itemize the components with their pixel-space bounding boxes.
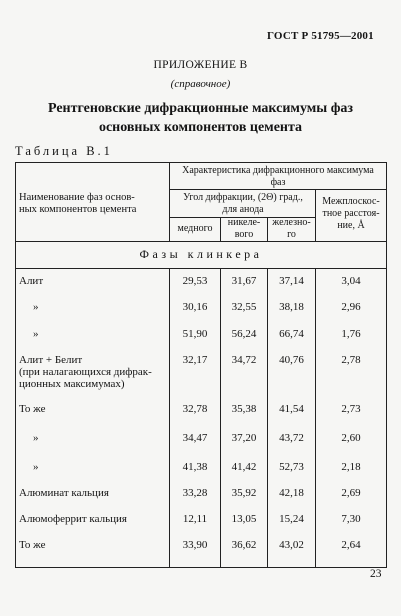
cell-phase-name: Алюминат кальция: [19, 487, 109, 499]
page-number: 23: [370, 568, 382, 580]
cell-nickel: 37,20: [231, 432, 257, 444]
cell-phase-name: »: [33, 328, 39, 340]
table-row: [15, 272, 387, 298]
cell-iron: 15,24: [279, 513, 304, 525]
cell-interplanar: 2,64: [341, 539, 361, 551]
cell-copper: 29,53: [182, 275, 208, 287]
cell-phase-name: То же: [19, 539, 46, 551]
cell-iron: 66,74: [279, 328, 304, 340]
cell-nickel: 36,62: [231, 539, 257, 551]
cell-iron: 41,54: [279, 403, 304, 415]
cell-iron: 43,02: [279, 539, 304, 551]
cell-nickel: 32,55: [231, 301, 257, 313]
table-row: [15, 484, 387, 510]
cell-copper: 32,17: [182, 354, 208, 366]
column-header-angle: Угол дифракции, (2Θ) град., для анода: [183, 192, 303, 215]
cell-copper: 33,90: [182, 539, 208, 551]
cell-interplanar: 2,96: [341, 301, 361, 313]
cell-iron: 37,14: [279, 275, 304, 287]
document-title-line1: Рентгеновские дифракционные максимумы фаз: [47, 101, 354, 116]
table-row: [15, 536, 387, 567]
cell-iron: 40,76: [279, 354, 304, 366]
standard-code: ГОСТ Р 51795—2001: [267, 30, 374, 42]
cell-copper: 32,78: [182, 403, 208, 415]
appendix-type: (справочное): [170, 78, 231, 90]
column-header-phase-name: Наименование фаз основ- ных компонентов цемента: [19, 192, 137, 215]
document-title-line2: основных компонентов цемента: [98, 120, 303, 135]
table-row: [15, 510, 387, 536]
cell-nickel: 31,67: [231, 275, 257, 287]
cell-nickel: 35,38: [231, 403, 257, 415]
cell-copper: 30,16: [182, 301, 208, 313]
cell-phase-name: То же: [19, 403, 46, 415]
column-group-header: Характеристика дифракционного максимума фаз: [182, 165, 374, 188]
cell-nickel: 56,24: [231, 328, 257, 340]
cell-phase-name: »: [33, 432, 39, 444]
table-row: [15, 400, 387, 429]
table-row: [15, 458, 387, 484]
cell-phase-name: Алит: [19, 275, 44, 287]
cell-phase-name: »: [33, 461, 39, 473]
cell-phase-name: Алюмоферрит кальция: [19, 513, 127, 525]
cell-copper: 41,38: [182, 461, 208, 473]
cell-interplanar: 2,69: [341, 487, 361, 499]
column-header-copper: медного: [177, 223, 213, 234]
cell-iron: 38,18: [279, 301, 304, 313]
cell-iron: 43,72: [279, 432, 304, 444]
table-row: [15, 351, 387, 400]
cell-interplanar: 2,73: [341, 403, 361, 415]
cell-interplanar: 3,04: [341, 275, 361, 287]
cell-nickel: 13,05: [231, 513, 257, 525]
cell-nickel: 41,42: [231, 461, 257, 473]
cell-interplanar: 2,60: [341, 432, 361, 444]
table-row: [15, 298, 387, 325]
column-header-nickel: никеле- вого: [227, 217, 261, 240]
diffraction-table: [15, 162, 387, 568]
cell-interplanar: 7,30: [341, 513, 361, 525]
cell-phase-name: »: [33, 301, 39, 313]
table-row: [15, 429, 387, 458]
cell-iron: 52,73: [279, 461, 304, 473]
cell-nickel: 34,72: [231, 354, 257, 366]
cell-copper: 34,47: [182, 432, 208, 444]
cell-interplanar: 1,76: [341, 328, 361, 340]
cell-copper: 33,28: [182, 487, 208, 499]
appendix-heading: ПРИЛОЖЕНИЕ В: [153, 59, 248, 71]
table-row: [15, 325, 387, 351]
cell-copper: 51,90: [182, 328, 208, 340]
section-clinker-phases: Фазы клинкера: [139, 247, 263, 261]
cell-iron: 42,18: [279, 487, 304, 499]
cell-phase-name: Алит + Белит (при налагающихся дифрак- ционных максимумах): [19, 354, 152, 390]
column-header-iron: железно- го: [272, 217, 311, 240]
cell-interplanar: 2,78: [341, 354, 361, 366]
table-label: Таблица В.1: [15, 144, 113, 158]
cell-nickel: 35,92: [231, 487, 257, 499]
cell-interplanar: 2,18: [341, 461, 361, 473]
column-header-interplanar: Межплоскос- тное расстоя- ние, Å: [322, 196, 380, 231]
cell-copper: 12,11: [182, 513, 208, 525]
